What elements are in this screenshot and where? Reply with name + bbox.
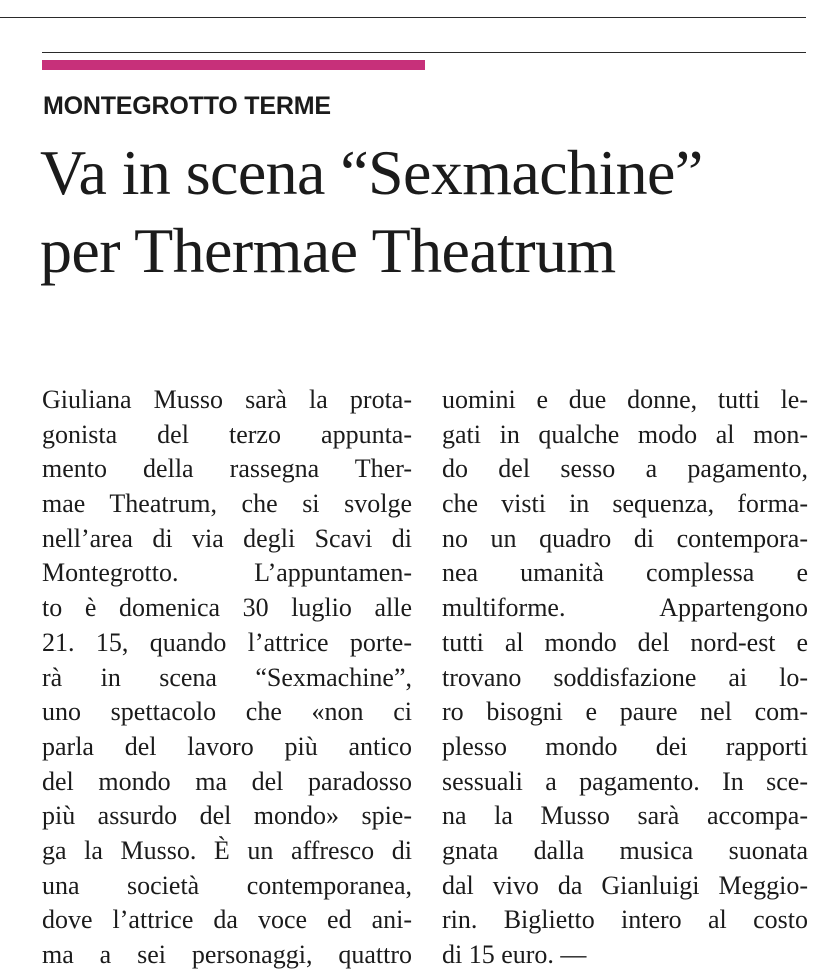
body-line: uno spettacolo che «non ci xyxy=(42,697,412,727)
body-line: 21. 15, quando l’attrice porte- xyxy=(42,627,412,657)
body-line: tutti al mondo del nord-est e xyxy=(442,627,808,657)
accent-bar xyxy=(42,60,425,70)
body-line: plesso mondo dei rapporti xyxy=(442,731,808,761)
body-line: gati in qualche modo al mon- xyxy=(442,419,808,449)
headline-line: per Thermae Theatrum xyxy=(40,215,616,286)
body-line: to è domenica 30 luglio alle xyxy=(42,593,412,623)
body-line: mento della rassegna Ther- xyxy=(42,454,412,484)
body-line: sessuali a pagamento. In sce- xyxy=(442,766,808,796)
body-line: ro bisogni e paure nel com- xyxy=(442,697,808,727)
headline-line: Va in scena “Sexmachine” xyxy=(40,137,703,208)
body-line: multiforme. Appartengono xyxy=(442,593,808,623)
body-line: nell’area di via degli Scavi di xyxy=(42,523,412,553)
body-line: na la Musso sarà accompa- xyxy=(442,801,808,831)
body-line: ga la Musso. È un affresco di xyxy=(42,835,412,865)
body-line: mae Theatrum, che si svolge xyxy=(42,489,412,519)
body-line: che visti in sequenza, forma- xyxy=(442,489,808,519)
body-line: do del sesso a pagamento, xyxy=(442,454,808,484)
kicker: MONTEGROTTO TERME xyxy=(43,92,331,120)
body-line: parla del lavoro più antico xyxy=(42,731,412,761)
body-line: ma a sei personaggi, quattro xyxy=(42,940,412,969)
body-line: nea umanità complessa e xyxy=(442,558,808,588)
body-line: gonista del terzo appunta- xyxy=(42,419,412,449)
section-rule xyxy=(42,52,806,53)
body-line: del mondo ma del paradosso xyxy=(42,766,412,796)
body-line: più assurdo del mondo» spie- xyxy=(42,801,412,831)
body-line: rà in scena “Sexmachine”, xyxy=(42,662,412,692)
body-line: Giuliana Musso sarà la prota- xyxy=(42,385,412,414)
body-line: Montegrotto. L’appuntamen- xyxy=(42,558,412,588)
body-line: uomini e due donne, tutti le- xyxy=(442,385,808,414)
headline xyxy=(40,134,820,290)
body-line: dal vivo da Gianluigi Meggio- xyxy=(442,870,808,900)
body-line: trovano soddisfazione ai lo- xyxy=(442,662,808,692)
top-rule xyxy=(0,17,806,18)
article-column-2 xyxy=(442,383,808,973)
body-line: no un quadro di contempora- xyxy=(442,523,808,553)
body-line: dove l’attrice da voce ed ani- xyxy=(42,905,412,935)
body-line: una società contemporanea, xyxy=(42,870,412,900)
article-column-1 xyxy=(42,383,412,973)
body-line: rin. Biglietto intero al costo xyxy=(442,905,808,935)
body-line: gnata dalla musica suonata xyxy=(442,835,808,865)
body-line: di 15 euro. — xyxy=(442,940,587,969)
